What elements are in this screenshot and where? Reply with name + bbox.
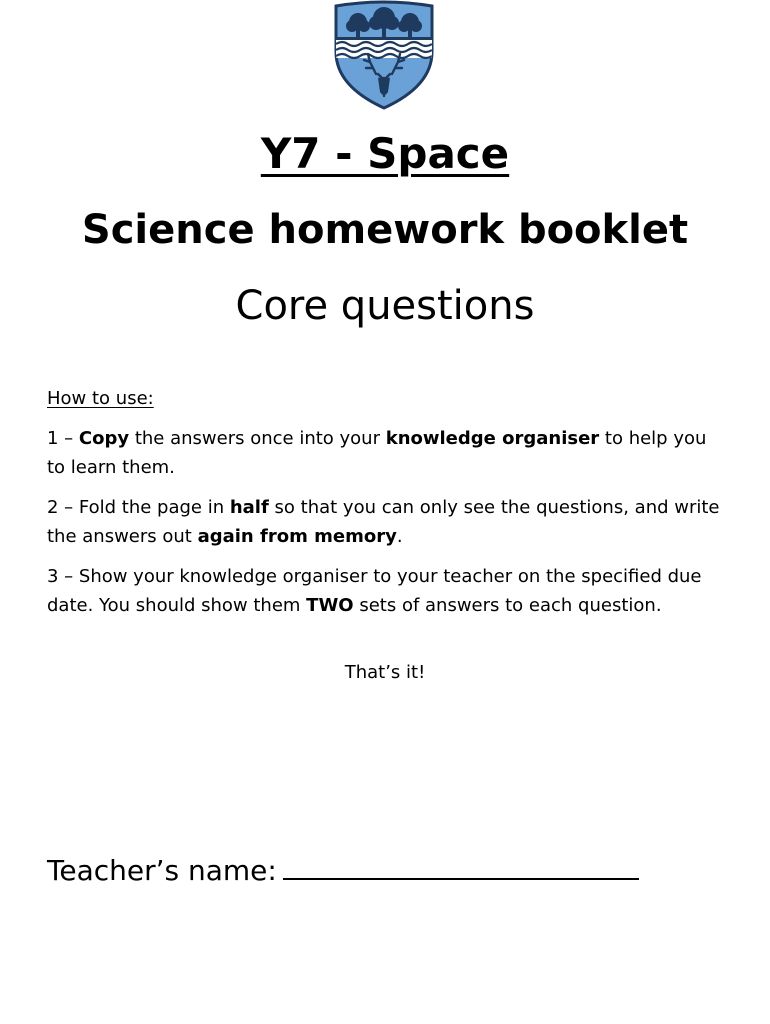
thats-it-text: That’s it! — [344, 662, 426, 683]
instruction-text: 1 – — [47, 428, 79, 449]
teacher-name-label: Teacher’s name: — [47, 854, 277, 887]
instruction-emphasis: half — [229, 497, 269, 518]
instruction-text: so that you can only see the questions, and write the answers out — [47, 497, 720, 547]
instruction-text: 2 – Fold the page in — [47, 497, 230, 518]
how-to-use-heading: How to use: — [47, 388, 154, 409]
instruction-text: sets of answers to each question. — [353, 595, 662, 616]
page-subtitle: Science homework booklet — [81, 207, 689, 253]
instruction-text: . — [396, 526, 403, 547]
instruction-emphasis: knowledge organiser — [385, 428, 600, 449]
teacher-name-row — [47, 848, 639, 890]
page-title: Y7 - Space — [260, 129, 510, 178]
instruction-emphasis: TWO — [306, 595, 354, 616]
instruction-2 — [47, 493, 727, 551]
instruction-emphasis: Copy — [78, 428, 130, 449]
instruction-3 — [47, 562, 727, 620]
instruction-text: 3 – Show your knowledge organiser to your teacher on the specified due date. You should show them — [47, 566, 702, 616]
teacher-name-field[interactable] — [283, 848, 639, 880]
instruction-1 — [47, 424, 727, 482]
instruction-emphasis: again from memory — [197, 526, 397, 547]
core-questions-heading: Core questions — [235, 283, 535, 329]
instruction-text: the answers once into your — [129, 428, 386, 449]
school-crest-icon — [330, 0, 438, 112]
instruction-text: to help you to learn them. — [47, 428, 707, 478]
